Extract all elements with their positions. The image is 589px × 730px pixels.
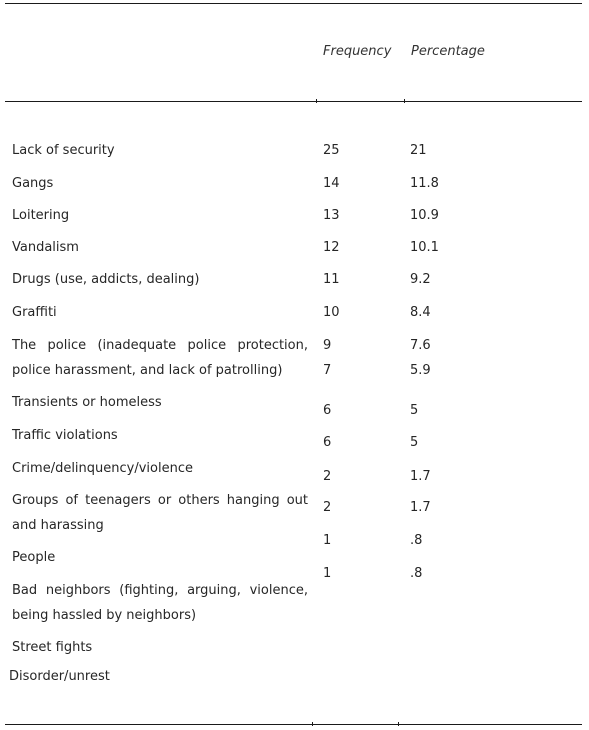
percentage-cell: 21 (410, 143, 427, 158)
percentage-cell: 11.8 (410, 176, 439, 191)
percentage-cell: 5 (410, 403, 419, 418)
row-label: Graffiti (12, 305, 57, 320)
header-rule (5, 101, 582, 102)
frequency-cell: 2 (323, 500, 332, 515)
column-tick (312, 722, 313, 726)
frequency-cell: 6 (323, 435, 332, 450)
column-tick (398, 722, 399, 726)
row-label: Transients or homeless (12, 395, 162, 410)
bottom-rule (5, 724, 582, 725)
percentage-cell: 10.1 (410, 240, 439, 255)
row-label: Bad neighbors (fighting, arguing, violence, being hassled by neighbors) (12, 583, 308, 623)
row-label: Loitering (12, 208, 70, 223)
row-label: Street fights (12, 640, 93, 655)
frequency-cell: 25 (323, 143, 340, 158)
header-frequency: Frequency (323, 44, 392, 59)
frequency-cell: 12 (323, 240, 340, 255)
frequency-cell: 1 (323, 533, 332, 548)
frequency-cell: 1 (323, 566, 332, 581)
row-label: Lack of security (12, 143, 115, 158)
row-label: People (12, 550, 56, 565)
percentage-cell: 1.7 (410, 469, 431, 484)
row-label: Gangs (12, 176, 54, 191)
row-label: Disorder/unrest (9, 669, 110, 684)
percentage-cell: 8.4 (410, 305, 431, 320)
frequency-cell: 11 (323, 272, 340, 287)
percentage-cell: .8 (410, 566, 423, 581)
percentage-cell: 10.9 (410, 208, 439, 223)
percentage-cell: 1.7 (410, 500, 431, 515)
top-rule (5, 3, 582, 4)
percentage-cell: 5 (410, 435, 419, 450)
row-label: The police (inadequate police protection, police harassment, and lack of patrolling) (12, 338, 308, 378)
percentage-cell: 7.6 (410, 338, 431, 353)
row-label: Crime/delinquency/violence (12, 461, 193, 476)
row-label: Groups of teenagers or others hanging out and harassing (12, 493, 308, 533)
frequency-cell: 2 (323, 469, 332, 484)
percentage-cell: 9.2 (410, 272, 431, 287)
column-tick (316, 99, 317, 103)
header-percentage: Percentage (411, 44, 485, 59)
frequency-cell: 10 (323, 305, 340, 320)
frequency-cell: 6 (323, 403, 332, 418)
row-label: Vandalism (12, 240, 79, 255)
percentage-cell: 5.9 (410, 363, 431, 378)
row-label: Traffic violations (12, 428, 118, 443)
frequency-cell: 7 (323, 363, 332, 378)
frequency-cell: 14 (323, 176, 340, 191)
column-tick (404, 99, 405, 103)
row-label: Drugs (use, addicts, dealing) (12, 272, 200, 287)
frequency-cell: 13 (323, 208, 340, 223)
frequency-cell: 9 (323, 338, 332, 353)
percentage-cell: .8 (410, 533, 423, 548)
